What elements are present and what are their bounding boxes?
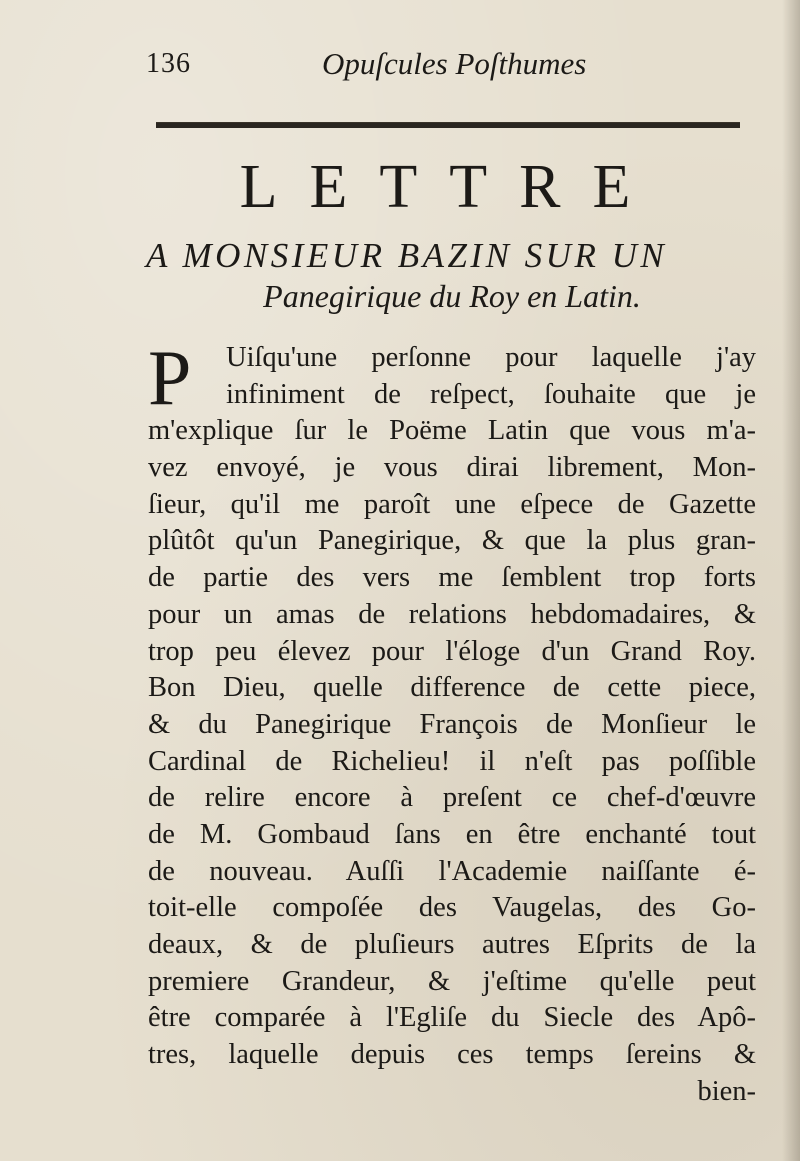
text-line: & du Panegirique François de Monſieur le — [148, 708, 756, 740]
text-line: infiniment de reſpect, ſouhaite que je — [226, 378, 756, 410]
running-title: Opuſcules Poſthumes — [322, 46, 587, 81]
text-line: Cardinal de Richelieu! il n'eſt pas poſſible — [148, 745, 756, 777]
text-line: de partie des vers me ſemblent trop forts — [148, 562, 756, 594]
text-line: de M. Gombaud ſans en être enchanté tout — [148, 818, 756, 850]
text-line: de relire encore à preſent ce chef-d'œuvre — [148, 782, 756, 814]
text-line: de nouveau. Auſſi l'Academie naiſſante é- — [148, 855, 756, 887]
text-line: trop peu élevez pour l'éloge d'un Grand Roy. — [148, 635, 756, 667]
text-line: pour un amas de relations hebdomadaires, & — [148, 598, 756, 630]
ornamental-rule — [156, 122, 740, 128]
text-line: tres, laquelle depuis ces temps ſereins & — [148, 1039, 756, 1071]
text-line: deaux, & de pluſieurs autres Eſprits de la — [148, 929, 756, 960]
letter-title: LETTRE — [239, 153, 663, 221]
text-line: ſieur, qu'il me paroît une eſpece de Gazette — [148, 488, 756, 520]
text-line: vez envoyé, je vous dirai librement, Mon- — [148, 452, 756, 484]
body-text — [148, 334, 756, 1110]
text-line: être comparée à l'Egliſe du Siecle des Apô- — [148, 1002, 756, 1034]
drop-cap: P — [148, 334, 192, 421]
text-line: toit-elle compoſée des Vaugelas, des Go- — [148, 892, 756, 924]
catchword: bien- — [697, 1075, 756, 1107]
subtitle-line-1: A MONSIEUR BAZIN SUR UN — [146, 236, 668, 275]
subtitle-line-2: Panegirique du Roy en Latin. — [263, 278, 641, 314]
text-line: Uiſqu'une perſonne pour laquelle j'ay — [226, 342, 756, 373]
text-line: Bon Dieu, quelle difference de cette piece, — [148, 672, 756, 704]
page-number: 136 — [146, 48, 191, 79]
text-line: m'explique ſur le Poëme Latin que vous m'a- — [148, 415, 756, 447]
page-header — [146, 44, 746, 88]
text-line: plûtôt qu'un Panegirique, & que la plus gran- — [148, 525, 756, 557]
text-line: premiere Grandeur, & j'eſtime qu'elle peut — [148, 965, 756, 997]
